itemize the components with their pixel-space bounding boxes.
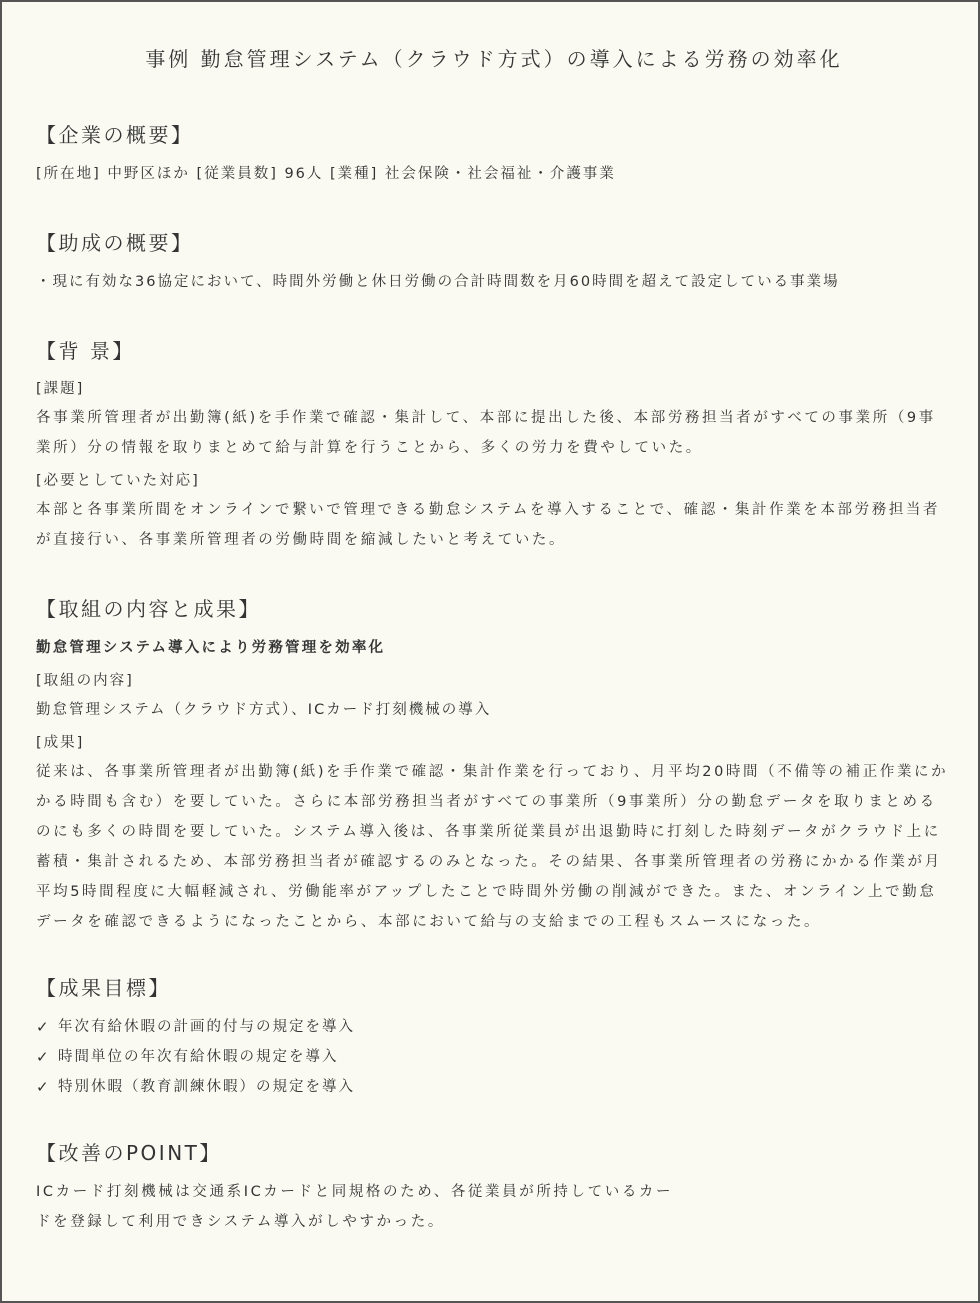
effort-result-label: [成果] bbox=[36, 735, 85, 751]
company-overview-heading: 【企業の概要】 bbox=[36, 123, 194, 147]
goals-section bbox=[36, 973, 952, 1102]
effort-heading: 【取組の内容と成果】 bbox=[36, 597, 261, 621]
goals-list bbox=[36, 1012, 952, 1102]
effort-result-text: 従来は、各事業所管理者が出勤簿(紙)を手作業で確認・集計作業を行っており、月平均20時間（不備等の補正作業にかかる時間も含む）を要していた。さらに本部労務担当者がすべての事業所（9事業所）分の勤怠データを取りまとめるのにも多くの時間を要していた。システム導入後は、各事業所従業員が出退勤時に打刻した時刻データがクラウド上に蓄積・集計されるため、本部労務担当者が確認するのみとなった。その結果、各事業所管理者の労務にかかる作業が月平均5時間程度に大幅軽減され、労働能率がアップしたことで時間外労働の削減ができた。また、オンライン上で勤怠データを確認できるようになったことから、本部において給与の支給までの工程もスムースになった。 bbox=[36, 764, 949, 930]
subsidy-overview-text: ・現に有効な36協定において、時間外労働と休日労働の合計時間数を月60時間を超えて設定している事業場 bbox=[36, 274, 840, 290]
goal-item bbox=[36, 1012, 952, 1042]
goal-item-label: 時間単位の年次有給休暇の規定を導入 bbox=[58, 1049, 339, 1065]
goal-item-label: 年次有給休暇の計画的付与の規定を導入 bbox=[58, 1019, 355, 1035]
subsidy-overview-heading: 【助成の概要】 bbox=[36, 231, 194, 255]
subsidy-overview-section bbox=[36, 228, 952, 297]
improvement-point-heading: 【改善のPOINT】 bbox=[36, 1141, 222, 1165]
issue-label: [課題] bbox=[36, 381, 85, 397]
background-heading: 【背 景】 bbox=[36, 339, 135, 363]
effort-section bbox=[36, 594, 952, 937]
goal-item-label: 特別休暇（教育訓練休暇）の規定を導入 bbox=[58, 1079, 355, 1095]
needed-response-text: 本部と各事業所間をオンラインで繋いで管理できる勤怠システムを導入することで、確認・集計作業を本部労務担当者が直接行い、各事業所管理者の労働時間を縮減したいと考えていた。 bbox=[36, 502, 941, 548]
needed-response-label: [必要としていた対応] bbox=[36, 473, 200, 489]
improvement-point-section bbox=[36, 1138, 952, 1237]
company-overview-text: [所在地] 中野区ほか [従業員数] 96人 [業種] 社会保険・社会福祉・介護事業 bbox=[36, 166, 616, 182]
check-icon: ✓ bbox=[36, 1018, 51, 1036]
company-overview-section bbox=[36, 120, 952, 189]
effort-content-text: 勤怠管理システム（クラウド方式）、ICカード打刻機械の導入 bbox=[36, 702, 492, 718]
goals-heading: 【成果目標】 bbox=[36, 976, 171, 1000]
page-title: 事例 勤怠管理システム（クラウド方式）の導入による労務の効率化 bbox=[145, 47, 843, 71]
check-icon: ✓ bbox=[36, 1078, 51, 1096]
issue-text: 各事業所管理者が出勤簿(紙)を手作業で確認・集計して、本部に提出した後、本部労務担当者がすべての事業所（9事業所）分の情報を取りまとめて給与計算を行うことから、多くの労力を費やしていた。 bbox=[36, 410, 936, 456]
goal-item bbox=[36, 1042, 952, 1072]
check-icon: ✓ bbox=[36, 1048, 51, 1066]
goal-item bbox=[36, 1072, 952, 1102]
effort-content-label: [取組の内容] bbox=[36, 673, 134, 689]
improvement-point-text: ICカード打刻機械は交通系ICカードと同規格のため、各従業員が所持しているカードを登録して利用できシステム導入がしやすかった。 bbox=[36, 1184, 674, 1230]
background-section bbox=[36, 336, 952, 555]
effort-subheading: 勤怠管理システム導入により労務管理を効率化 bbox=[36, 640, 386, 656]
